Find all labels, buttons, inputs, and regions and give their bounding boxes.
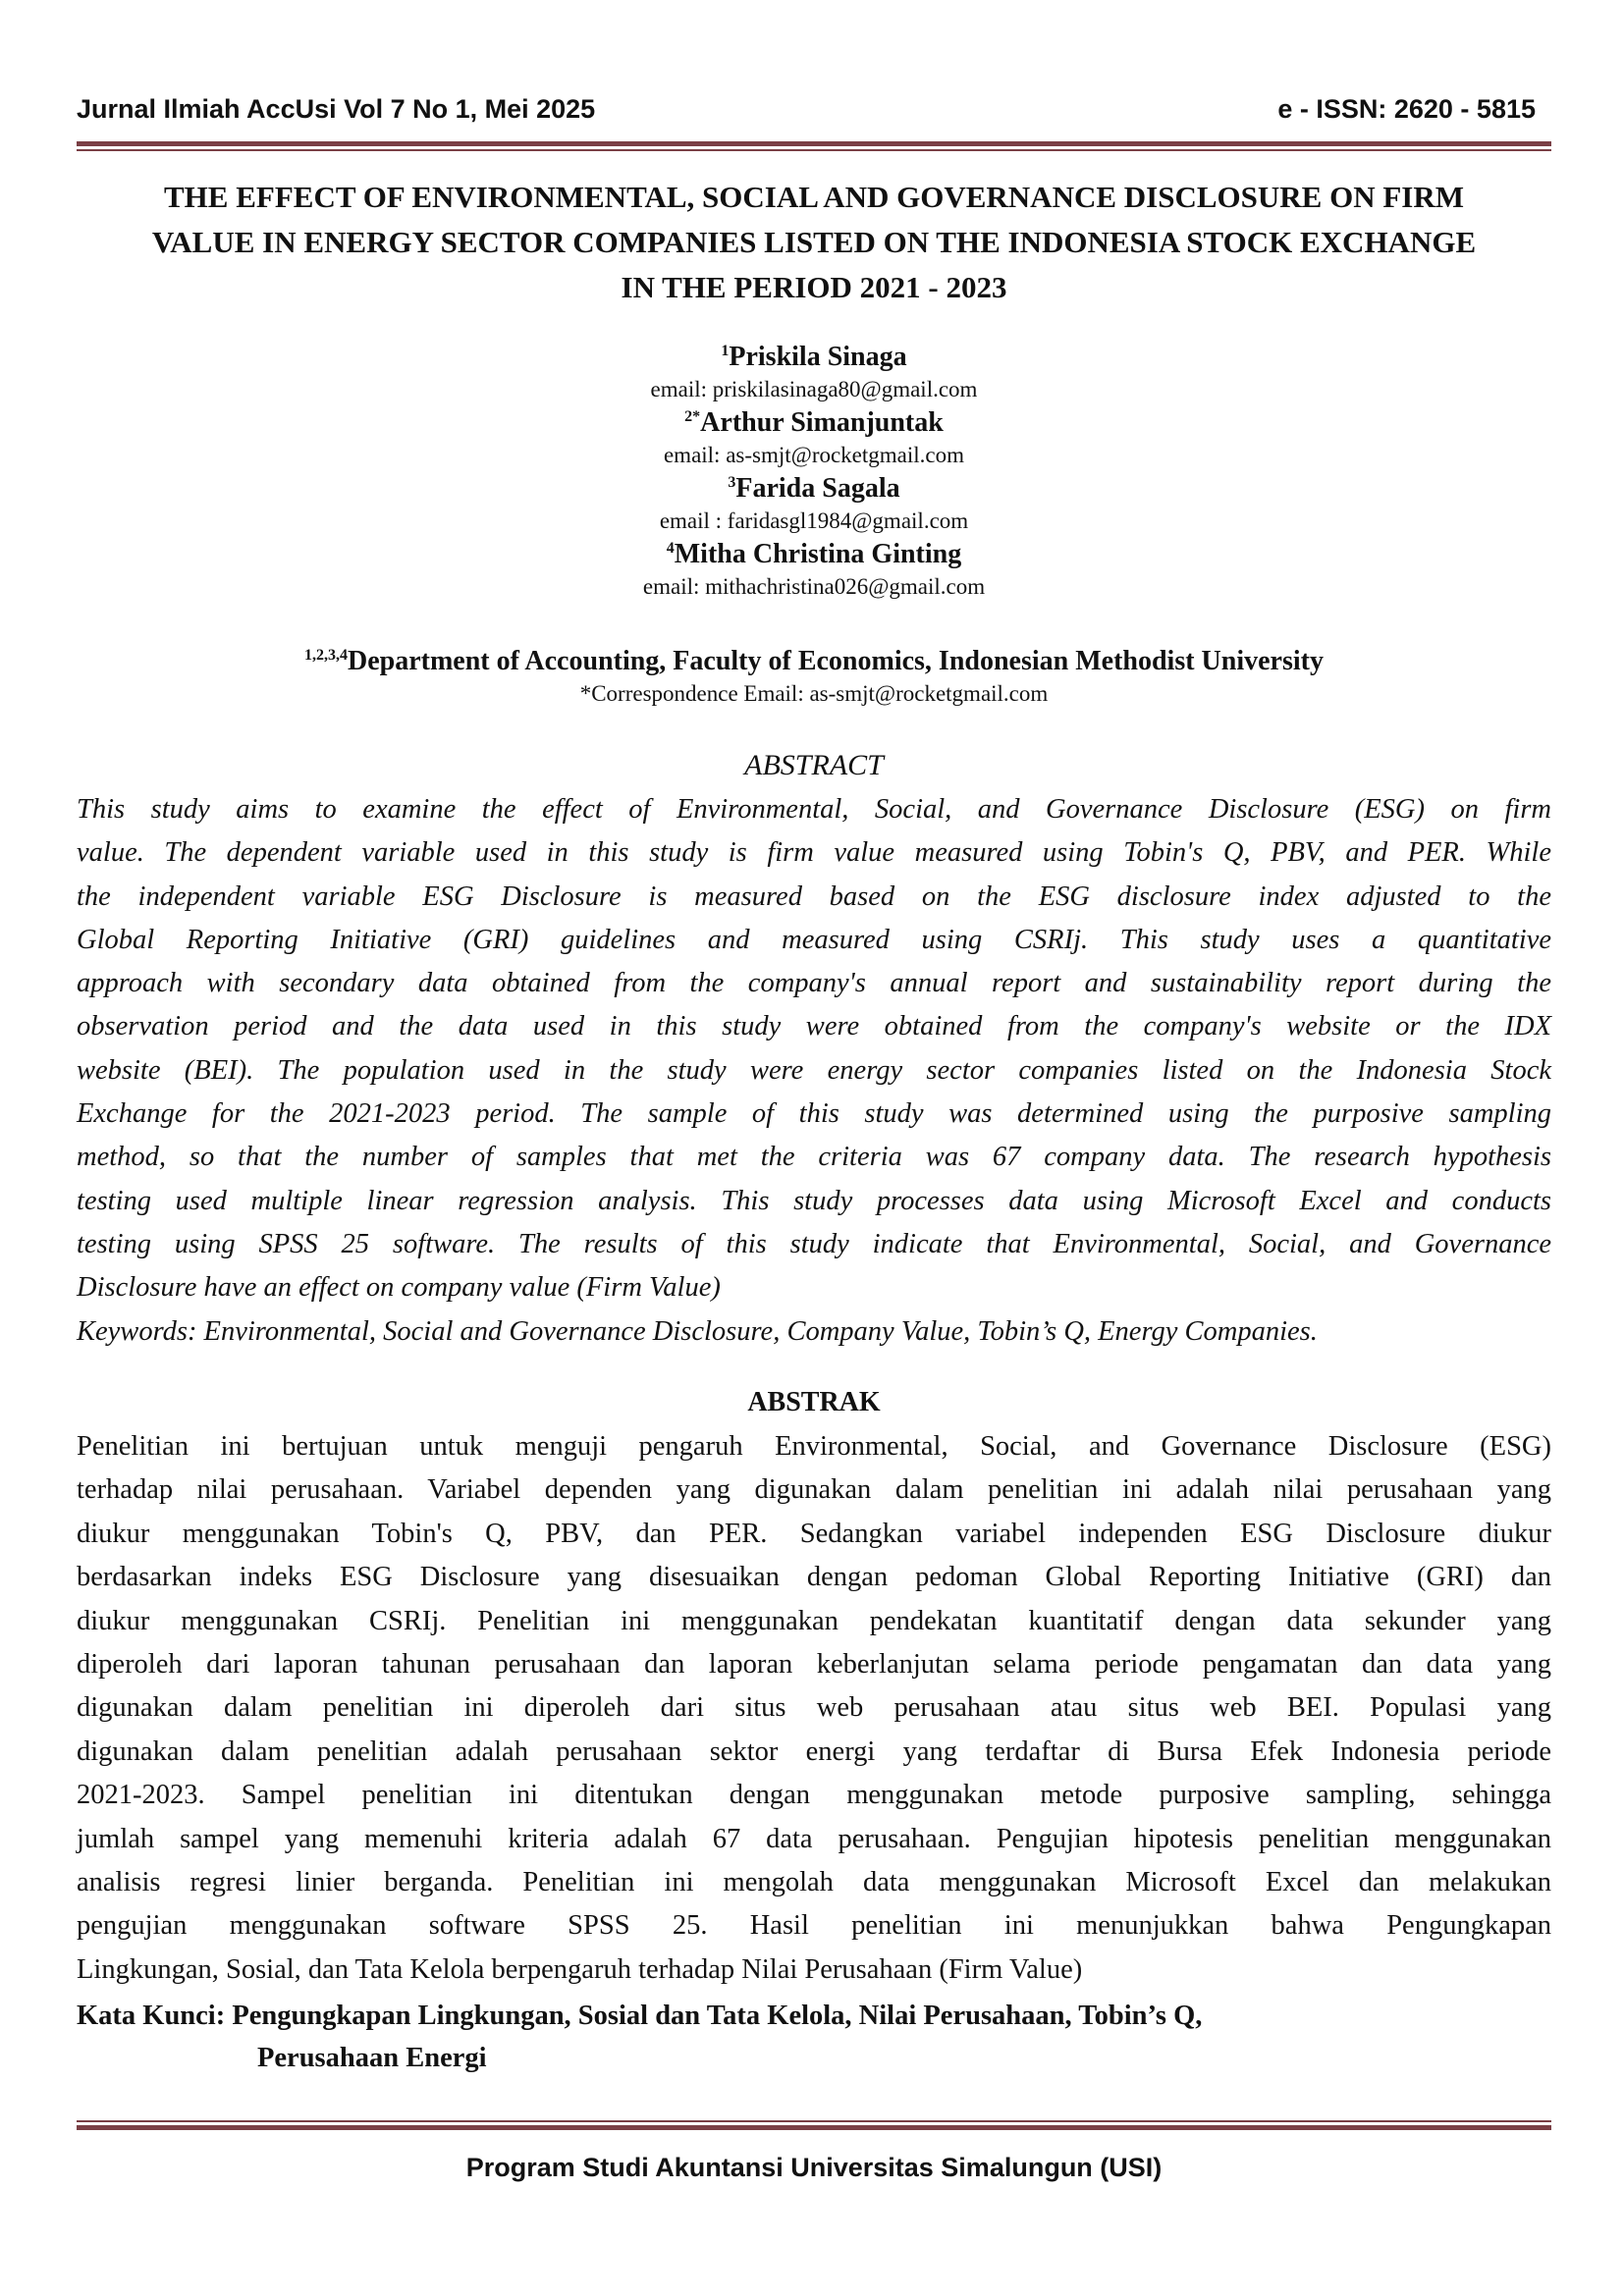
author-email: email : faridasgl1984@gmail.com — [659, 508, 969, 533]
abstrak-line: 2021-2023. Sampel penelitian ini ditentukan dengan menggunakan metode purposive sampling, sehingga — [77, 1780, 1551, 1811]
abstract-heading: ABSTRACT — [744, 749, 884, 781]
footer-rule-thick — [77, 2125, 1551, 2130]
author-name: $^3$Farida Sagala — [728, 473, 900, 504]
abstrak-heading: ABSTRAK — [747, 1387, 881, 1417]
abstract-keywords: Keywords: Environmental, Social and Governance Disclosure, Company Value, Tobin’s Q, Energy Companies. — [77, 1315, 1318, 1347]
affiliation — [77, 644, 1551, 709]
abstract-line: observation period and the data used in this study were obtained from the company's website or the IDX — [77, 1011, 1551, 1042]
affiliation-name: $^{1,2,3,4}$Department of Accounting, Faculty of Economics, Indonesian Methodist University — [304, 646, 1324, 676]
title-line: IN THE PERIOD 2021 - 2023 — [621, 270, 1007, 304]
abstrak-line: analisis regresi linier berganda. Penelitian ini mengolah data menggunakan Microsoft Excel dan melakukan — [77, 1867, 1551, 1898]
abstrak-line: Penelitian ini bertujuan untuk menguji pengaruh Environmental, Social, and Governance Disclosure (ESG) — [77, 1431, 1551, 1462]
abstract-line: approach with secondary data obtained from the company's annual report and sustainability report during the — [77, 968, 1551, 999]
header-rule-thick — [77, 141, 1551, 146]
abstract-line: testing used multiple linear regression analysis. This study processes data using Microsoft Excel and conducts — [77, 1185, 1551, 1216]
abstract-line: Global Reporting Initiative (GRI) guidelines and measured using CSRIj. This study uses a quantitative — [77, 924, 1551, 955]
kata-kunci-line: Kata Kunci: Pengungkapan Lingkungan, Sosial dan Tata Kelola, Nilai Perusahaan, Tobin’s Q, — [77, 2001, 1203, 2031]
author-list — [77, 341, 1551, 604]
header-rule-thin — [77, 149, 1551, 151]
abstrak-line: diukur menggunakan Tobin's Q, PBV, dan PER. Sedangkan variabel independen ESG Disclosure diukur — [77, 1518, 1551, 1549]
abstract-line: Disclosure have an effect on company value (Firm Value) — [77, 1272, 721, 1304]
footer-rule-thin — [77, 2120, 1551, 2122]
running-header — [77, 94, 1547, 130]
abstract-line: Exchange for the 2021-2023 period. The sample of this study was determined using the purposive sampling — [77, 1098, 1551, 1130]
running-footer: Program Studi Akuntansi Universitas Simalungun (USI) — [465, 2153, 1163, 2182]
journal-name: Jurnal Ilmiah AccUsi Vol 7 No 1, Mei 2025 — [77, 94, 596, 124]
abstrak-line: diukur menggunakan CSRIj. Penelitian ini menggunakan pendekatan kuantitatif dengan data sekunder yang — [77, 1605, 1551, 1636]
abstrak-line: terhadap nilai perusahaan. Variabel dependen yang digunakan dalam penelitian ini adalah nilai perusahaan yang — [77, 1474, 1551, 1506]
abstract-line: method, so that the number of samples that met the criteria was 67 company data. The research hypothesis — [77, 1142, 1551, 1173]
author-name: $^1$Priskila Sinaga — [721, 342, 907, 372]
abstrak-body — [77, 1425, 1551, 1992]
author-email: email: priskilasinaga80@gmail.com — [650, 377, 978, 401]
title-line: THE EFFECT OF ENVIRONMENTAL, SOCIAL AND GOVERNANCE DISCLOSURE ON FIRM — [164, 180, 1464, 214]
author-name: $^4$Mitha Christina Ginting — [666, 539, 962, 569]
paper-title — [77, 175, 1551, 310]
author-name: $^{2*}$Arthur Simanjuntak — [684, 407, 944, 438]
abstrak-line: berdasarkan indeks ESG Disclosure yang disesuaikan dengan pedoman Global Reporting Initiative (GRI) dan — [77, 1562, 1551, 1593]
correspondence-email: *Correspondence Email: as-smjt@rocketgmail.com — [579, 681, 1049, 706]
kata-kunci — [77, 1995, 1551, 2079]
abstract-line: value. The dependent variable used in this study is firm value measured using Tobin's Q, PBV, and PER. While — [77, 837, 1551, 869]
abstrak-line: diperoleh dari laporan tahunan perusahaan dan laporan keberlanjutan selama periode pengamatan dan data yang — [77, 1649, 1551, 1681]
abstrak-line: Lingkungan, Sosial, dan Tata Kelola berpengaruh terhadap Nilai Perusahaan (Firm Value) — [77, 1953, 1083, 1985]
abstrak-line: digunakan dalam penelitian ini diperoleh dari situs web perusahaan atau situs web BEI. Populasi yang — [77, 1692, 1551, 1724]
issn-label: e - ISSN: 2620 - 5815 — [1277, 94, 1536, 124]
abstract-line: website (BEI). The population used in the study were energy sector companies listed on the Indonesia Stock — [77, 1054, 1551, 1086]
abstract-line: This study aims to examine the effect of Environmental, Social, and Governance Disclosure (ESG) on firm — [77, 794, 1551, 825]
abstract-line: testing using SPSS 25 software. The results of this study indicate that Environmental, Social, and Governance — [77, 1228, 1551, 1259]
kata-kunci-line: Perusahaan Energi — [257, 2043, 487, 2073]
author-email: email: as-smjt@rocketgmail.com — [663, 443, 965, 467]
abstrak-line: jumlah sampel yang memenuhi kriteria adalah 67 data perusahaan. Pengujian hipotesis penelitian menggunakan — [77, 1823, 1551, 1854]
author-email: email: mithachristina026@gmail.com — [642, 574, 986, 599]
abstrak-line: digunakan dalam penelitian adalah perusahaan sektor energi yang terdaftar di Bursa Efek Indonesia periode — [77, 1735, 1551, 1767]
abstract-body — [77, 788, 1551, 1354]
abstrak-line: pengujian menggunakan software SPSS 25. Hasil penelitian ini menunjukkan bahwa Pengungkapan — [77, 1910, 1551, 1942]
abstract-line: the independent variable ESG Disclosure is measured based on the ESG disclosure index adjusted to the — [77, 881, 1551, 912]
title-line: VALUE IN ENERGY SECTOR COMPANIES LISTED ON THE INDONESIA STOCK EXCHANGE — [151, 225, 1477, 259]
